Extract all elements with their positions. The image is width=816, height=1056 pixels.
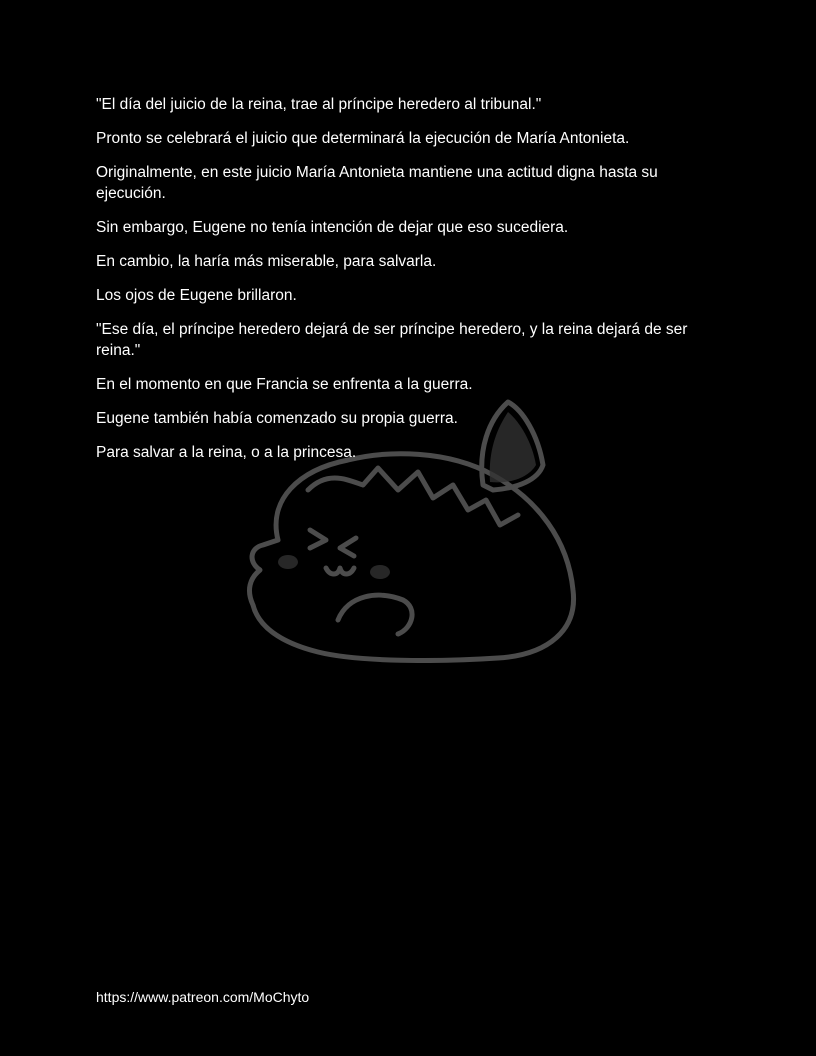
paragraph: Eugene también había comenzado su propia guerra.: [96, 410, 458, 427]
paragraph: "El día del juicio de la reina, trae al príncipe heredero al tribunal.": [96, 96, 542, 113]
paragraph: Los ojos de Eugene brillaron.: [96, 287, 297, 304]
paragraph: Para salvar a la reina, o a la princesa.: [96, 444, 357, 461]
document-body: [96, 94, 724, 476]
paragraph: Pronto se celebrará el juicio que determinará la ejecución de María Antonieta.: [96, 130, 630, 147]
paragraph: En cambio, la haría más miserable, para salvarla.: [96, 253, 437, 270]
paragraph: Sin embargo, Eugene no tenía intención de dejar que eso sucediera.: [96, 219, 569, 236]
paragraph: Originalmente, en este juicio María Antonieta mantiene una actitud digna hasta su ejecución.: [96, 164, 658, 202]
paragraph: En el momento en que Francia se enfrenta a la guerra.: [96, 376, 473, 393]
paragraph: "Ese día, el príncipe heredero dejará de ser príncipe heredero, y la reina dejará de ser reina.": [96, 321, 688, 359]
patreon-link[interactable]: https://www.patreon.com/MoChyto: [96, 989, 310, 1005]
